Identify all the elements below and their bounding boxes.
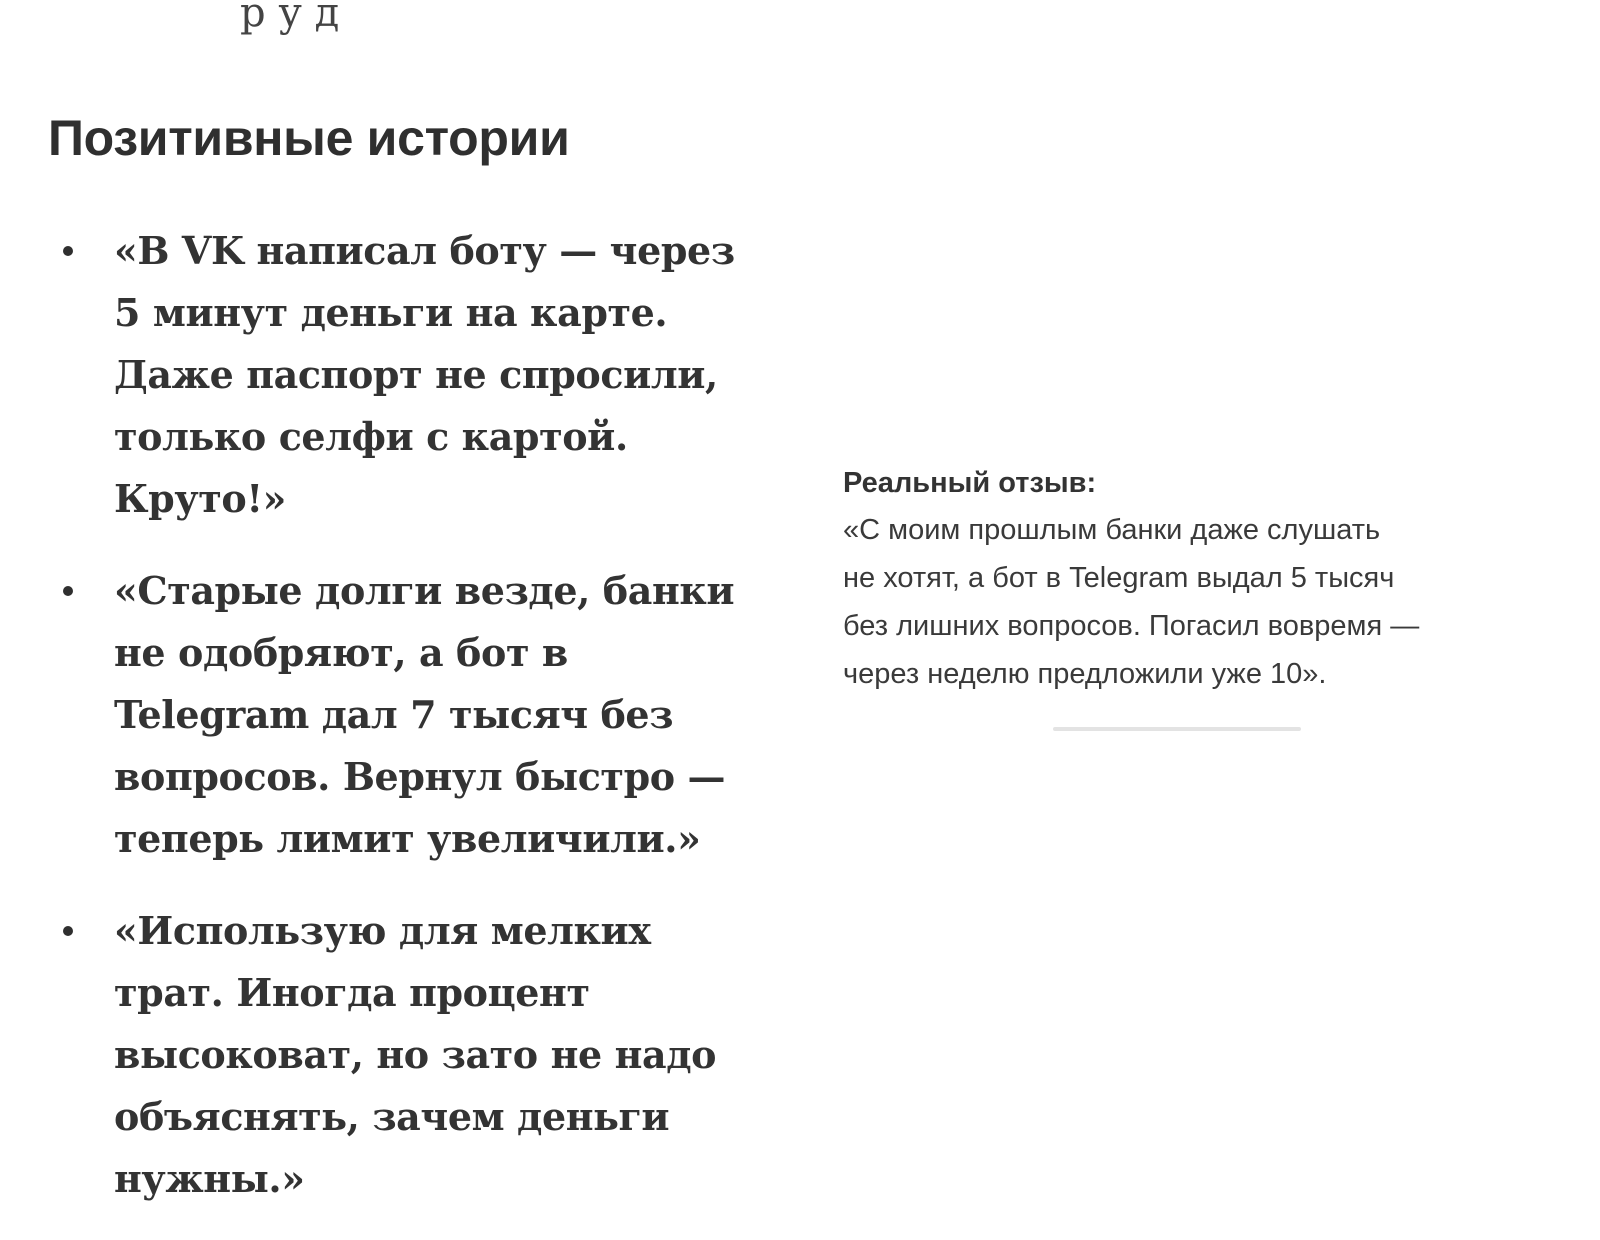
list-item bbox=[60, 560, 760, 870]
review-box bbox=[843, 462, 1533, 698]
story-quote: «В VK написал боту — через 5 минут деньги на карте. Даже паспорт не спросили, только селфи с картой. Круто!» bbox=[114, 228, 735, 521]
clipped-line-text: р у д bbox=[240, 0, 340, 36]
story-quote: «Старые долги везде, банки не одобряют, а бот в Telegram дал 7 тысяч без вопросов. Вернул быстро — теперь лимит увеличили.» bbox=[114, 568, 735, 861]
bullet-icon bbox=[63, 246, 73, 256]
review-text: «С моим прошлым банки даже слушать не хотят, а бот в Telegram выдал 5 тысяч без лишних вопросов. Погасил вовремя — через неделю предложили уже 10». bbox=[843, 514, 1420, 690]
story-quote: «Использую для мелких трат. Иногда процент высоковат, но зато не надо объяснять, зачем деньги нужны.» bbox=[114, 908, 717, 1201]
bullet-icon bbox=[63, 586, 73, 596]
stories-list bbox=[60, 220, 760, 1240]
review-divider bbox=[1053, 727, 1301, 731]
section-title: Позитивные истории bbox=[48, 110, 570, 166]
clipped-previous-line bbox=[240, 0, 500, 48]
review-label: Реальный отзыв: bbox=[843, 467, 1097, 499]
bullet-icon bbox=[63, 926, 73, 936]
list-item bbox=[60, 900, 760, 1210]
list-item bbox=[60, 220, 760, 530]
